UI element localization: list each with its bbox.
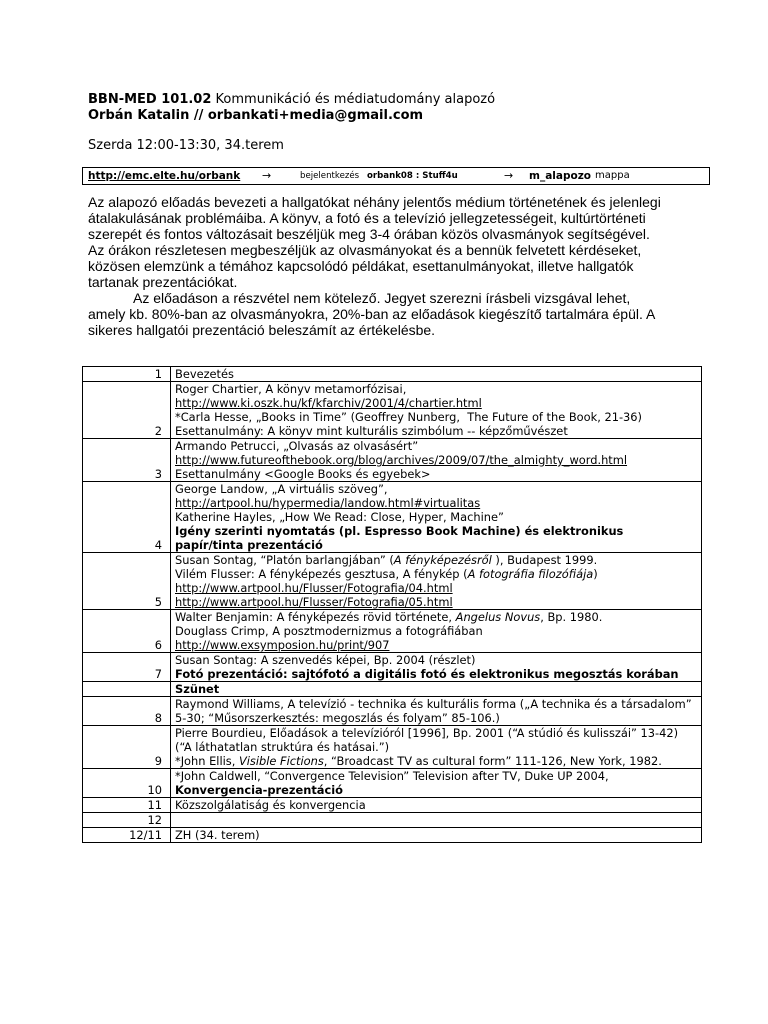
- description-line: átalakulásának problémáiba. A könyv, a fotó és a televízió jellegzetességeit, kultúrtörténeti: [88, 210, 646, 226]
- session-row: [83, 813, 702, 828]
- session-content: [171, 610, 702, 653]
- reading-link[interactable]: http://www.artpool.hu/Flusser/Fotografia/05.html: [175, 595, 453, 609]
- reading-item: (“A láthatatlan struktúra és hatásai.”): [175, 740, 390, 754]
- book-title: A fotográfia filozófiája: [467, 567, 594, 581]
- session-topic: Közszolgálatiság és konvergencia: [175, 798, 366, 812]
- instructor-line: Orbán Katalin // orbankati+media@gmail.com: [88, 108, 424, 123]
- reading-item: Susan Sontag: A szenvedés képei, Bp. 2004 (részlet): [175, 653, 476, 667]
- reading-link[interactable]: http://www.artpool.hu/Flusser/Fotografia/04.html: [175, 581, 453, 595]
- session-row: [83, 769, 702, 798]
- presentation-topic: Konvergencia-prezentáció: [175, 783, 343, 797]
- course-header: [88, 92, 495, 124]
- requirements-line: amely kb. 80%-ban az olvasmányokra, 20%-ban az előadások kiegészítő tartalmára épül. A: [88, 306, 656, 322]
- book-title: Visible Fictions: [238, 754, 324, 768]
- session-schedule-table: [82, 366, 702, 843]
- reading-item: Raymond Williams, A televízió - technika és kulturális forma („A technika és a társadalom”: [175, 697, 692, 711]
- session-content: [171, 682, 702, 697]
- reading-item: [175, 754, 697, 768]
- session-row: [83, 798, 702, 813]
- reading-link[interactable]: http://www.exsymposion.hu/print/907: [175, 638, 390, 652]
- book-title: A fényképezésről: [393, 553, 492, 567]
- session-number: 10: [83, 769, 171, 798]
- presentation-topic: Igény szerinti nyomtatás (pl. Espresso Book Machine) és elektronikus: [175, 524, 624, 538]
- description-line: szerepét és fontos változásait beszéljük meg 3-4 órában közös olvasmányok segítségével.: [88, 226, 650, 242]
- reading-text: ): [593, 567, 598, 581]
- session-number: 11: [83, 798, 171, 813]
- login-label: bejelentkezés: [300, 171, 360, 181]
- reading-text: Vilém Flusser: A fényképezés gesztusa, A fénykép (: [175, 567, 468, 581]
- session-content: [171, 769, 702, 798]
- reading-item: *John Caldwell, “Convergence Television” Television after TV, Duke UP 2004,: [175, 769, 609, 783]
- session-row: [83, 653, 702, 682]
- presentation-topic: papír/tinta prezentáció: [175, 538, 323, 552]
- reading-item: *Carla Hesse, „Books in Time” (Geoffrey Nunberg, The Future of the Book, 21-36): [175, 410, 642, 424]
- session-row: [83, 726, 702, 769]
- reading-item: Douglass Crimp, A posztmodernizmus a fotográfiában: [175, 624, 483, 638]
- session-row: [83, 553, 702, 610]
- session-number: 4: [83, 482, 171, 553]
- session-number: 1: [83, 367, 171, 382]
- description-line: Az órákon részletesen megbeszéljük az olvasmányokat és a bennük felvetett kérdéseket,: [88, 242, 642, 258]
- session-row: [83, 697, 702, 726]
- break-row: [83, 682, 702, 697]
- session-content: [171, 653, 702, 682]
- class-schedule: Szerda 12:00-13:30, 34.terem: [88, 138, 284, 153]
- session-content: [171, 697, 702, 726]
- course-code: BBN-MED 101.02: [88, 92, 212, 107]
- session-content: [171, 367, 702, 382]
- arrow-right-icon: →: [262, 169, 272, 182]
- reading-text: , “Broadcast TV as cultural form” 111-126, New York, 1982.: [323, 754, 662, 768]
- session-number: 8: [83, 697, 171, 726]
- description-line: közösen elemzünk a témához kapcsolódó példákat, esettanulmányokat, illetve hallgatók: [88, 258, 634, 274]
- course-description: [88, 194, 661, 338]
- break-label: Szünet: [175, 682, 220, 696]
- folder-label: mappa: [595, 170, 630, 181]
- reading-text: Susan Sontag, “Platón barlangjában” (: [175, 553, 394, 567]
- session-number: [83, 682, 171, 697]
- description-line: tartanak prezentációkat.: [88, 274, 238, 290]
- reading-link[interactable]: http://artpool.hu/hypermedia/landow.html#virtualitas: [175, 496, 481, 510]
- session-topic: Bevezetés: [175, 367, 234, 381]
- session-number: 9: [83, 726, 171, 769]
- session-number: 5: [83, 553, 171, 610]
- reading-text: Walter Benjamin: A fényképezés rövid története,: [175, 610, 456, 624]
- session-number: 7: [83, 653, 171, 682]
- reading-item: [175, 553, 697, 567]
- reading-item: Katherine Hayles, „How We Read: Close, Hyper, Machine”: [175, 510, 504, 524]
- exam-info: ZH (34. terem): [175, 828, 260, 842]
- session-row: [83, 610, 702, 653]
- reading-link[interactable]: http://www.ki.oszk.hu/kf/kfarchiv/2001/4/chartier.html: [175, 396, 482, 410]
- arrow-right-icon: →: [504, 169, 514, 182]
- reading-item: [175, 567, 697, 581]
- session-content: [171, 726, 702, 769]
- folder-name: m_alapozo: [529, 170, 592, 182]
- course-title-line: [88, 92, 495, 108]
- session-content: [171, 828, 702, 843]
- session-content: [171, 382, 702, 439]
- reading-link[interactable]: http://www.futureofthebook.org/blog/archives/2009/07/the_almighty_word.html: [175, 453, 628, 467]
- session-row: [83, 482, 702, 553]
- session-number: 2: [83, 382, 171, 439]
- description-line: Az alapozó előadás bevezeti a hallgatókat néhány jelentős médium történetének és jelenlegi: [88, 194, 661, 210]
- course-title: Kommunikáció és médiatudomány alapozó: [215, 92, 496, 107]
- reading-item: Pierre Bourdieu, Előadások a televízióról [1996], Bp. 2001 (“A stúdió és kulisszái” 13-42): [175, 726, 679, 740]
- session-row: [83, 367, 702, 382]
- reading-item: 5-30; “Műsorszerkesztés: megoszlás és folyam” 85-106.): [175, 711, 500, 725]
- access-info-box: [82, 167, 710, 185]
- reading-text: ), Budapest 1999.: [491, 553, 598, 567]
- case-study: Esettanulmány: A könyv mint kulturális szimbólum -- képzőművészet: [175, 424, 568, 438]
- session-number: 6: [83, 610, 171, 653]
- case-study: Esettanulmány <Google Books és egyebek>: [175, 467, 431, 481]
- requirements-line: Az előadáson a részvétel nem kötelező. Jegyet szerezni írásbeli vizsgával lehet,: [133, 290, 631, 306]
- session-content: [171, 813, 702, 828]
- reading-text: , Bp. 1980.: [540, 610, 603, 624]
- empty-line: [175, 813, 697, 827]
- book-title: Angelus Novus: [455, 610, 541, 624]
- session-content: [171, 482, 702, 553]
- session-content: [171, 553, 702, 610]
- session-content: [171, 798, 702, 813]
- reading-text: *John Ellis,: [175, 754, 239, 768]
- reading-item: George Landow, „A virtuális szöveg”,: [175, 482, 388, 496]
- login-credentials: orbank08 : Stuff4u: [367, 171, 458, 181]
- presentation-topic: Fotó prezentáció: sajtófotó a digitális fotó és elektronikus megosztás korában: [175, 667, 679, 681]
- session-number: 3: [83, 439, 171, 482]
- reading-item: Roger Chartier, A könyv metamorfózisai,: [175, 382, 407, 396]
- reading-item: Armando Petrucci, „Olvasás az olvasásért”: [175, 439, 419, 453]
- requirements-line: sikeres hallgatói prezentáció beleszámít az értékelésbe.: [88, 322, 436, 338]
- session-number: 12: [83, 813, 171, 828]
- course-site-link[interactable]: http://emc.elte.hu/orbank: [88, 170, 241, 182]
- session-number: 12/11: [83, 828, 171, 843]
- session-row: [83, 439, 702, 482]
- reading-item: [175, 610, 697, 624]
- session-content: [171, 439, 702, 482]
- exam-row: [83, 828, 702, 843]
- session-row: [83, 382, 702, 439]
